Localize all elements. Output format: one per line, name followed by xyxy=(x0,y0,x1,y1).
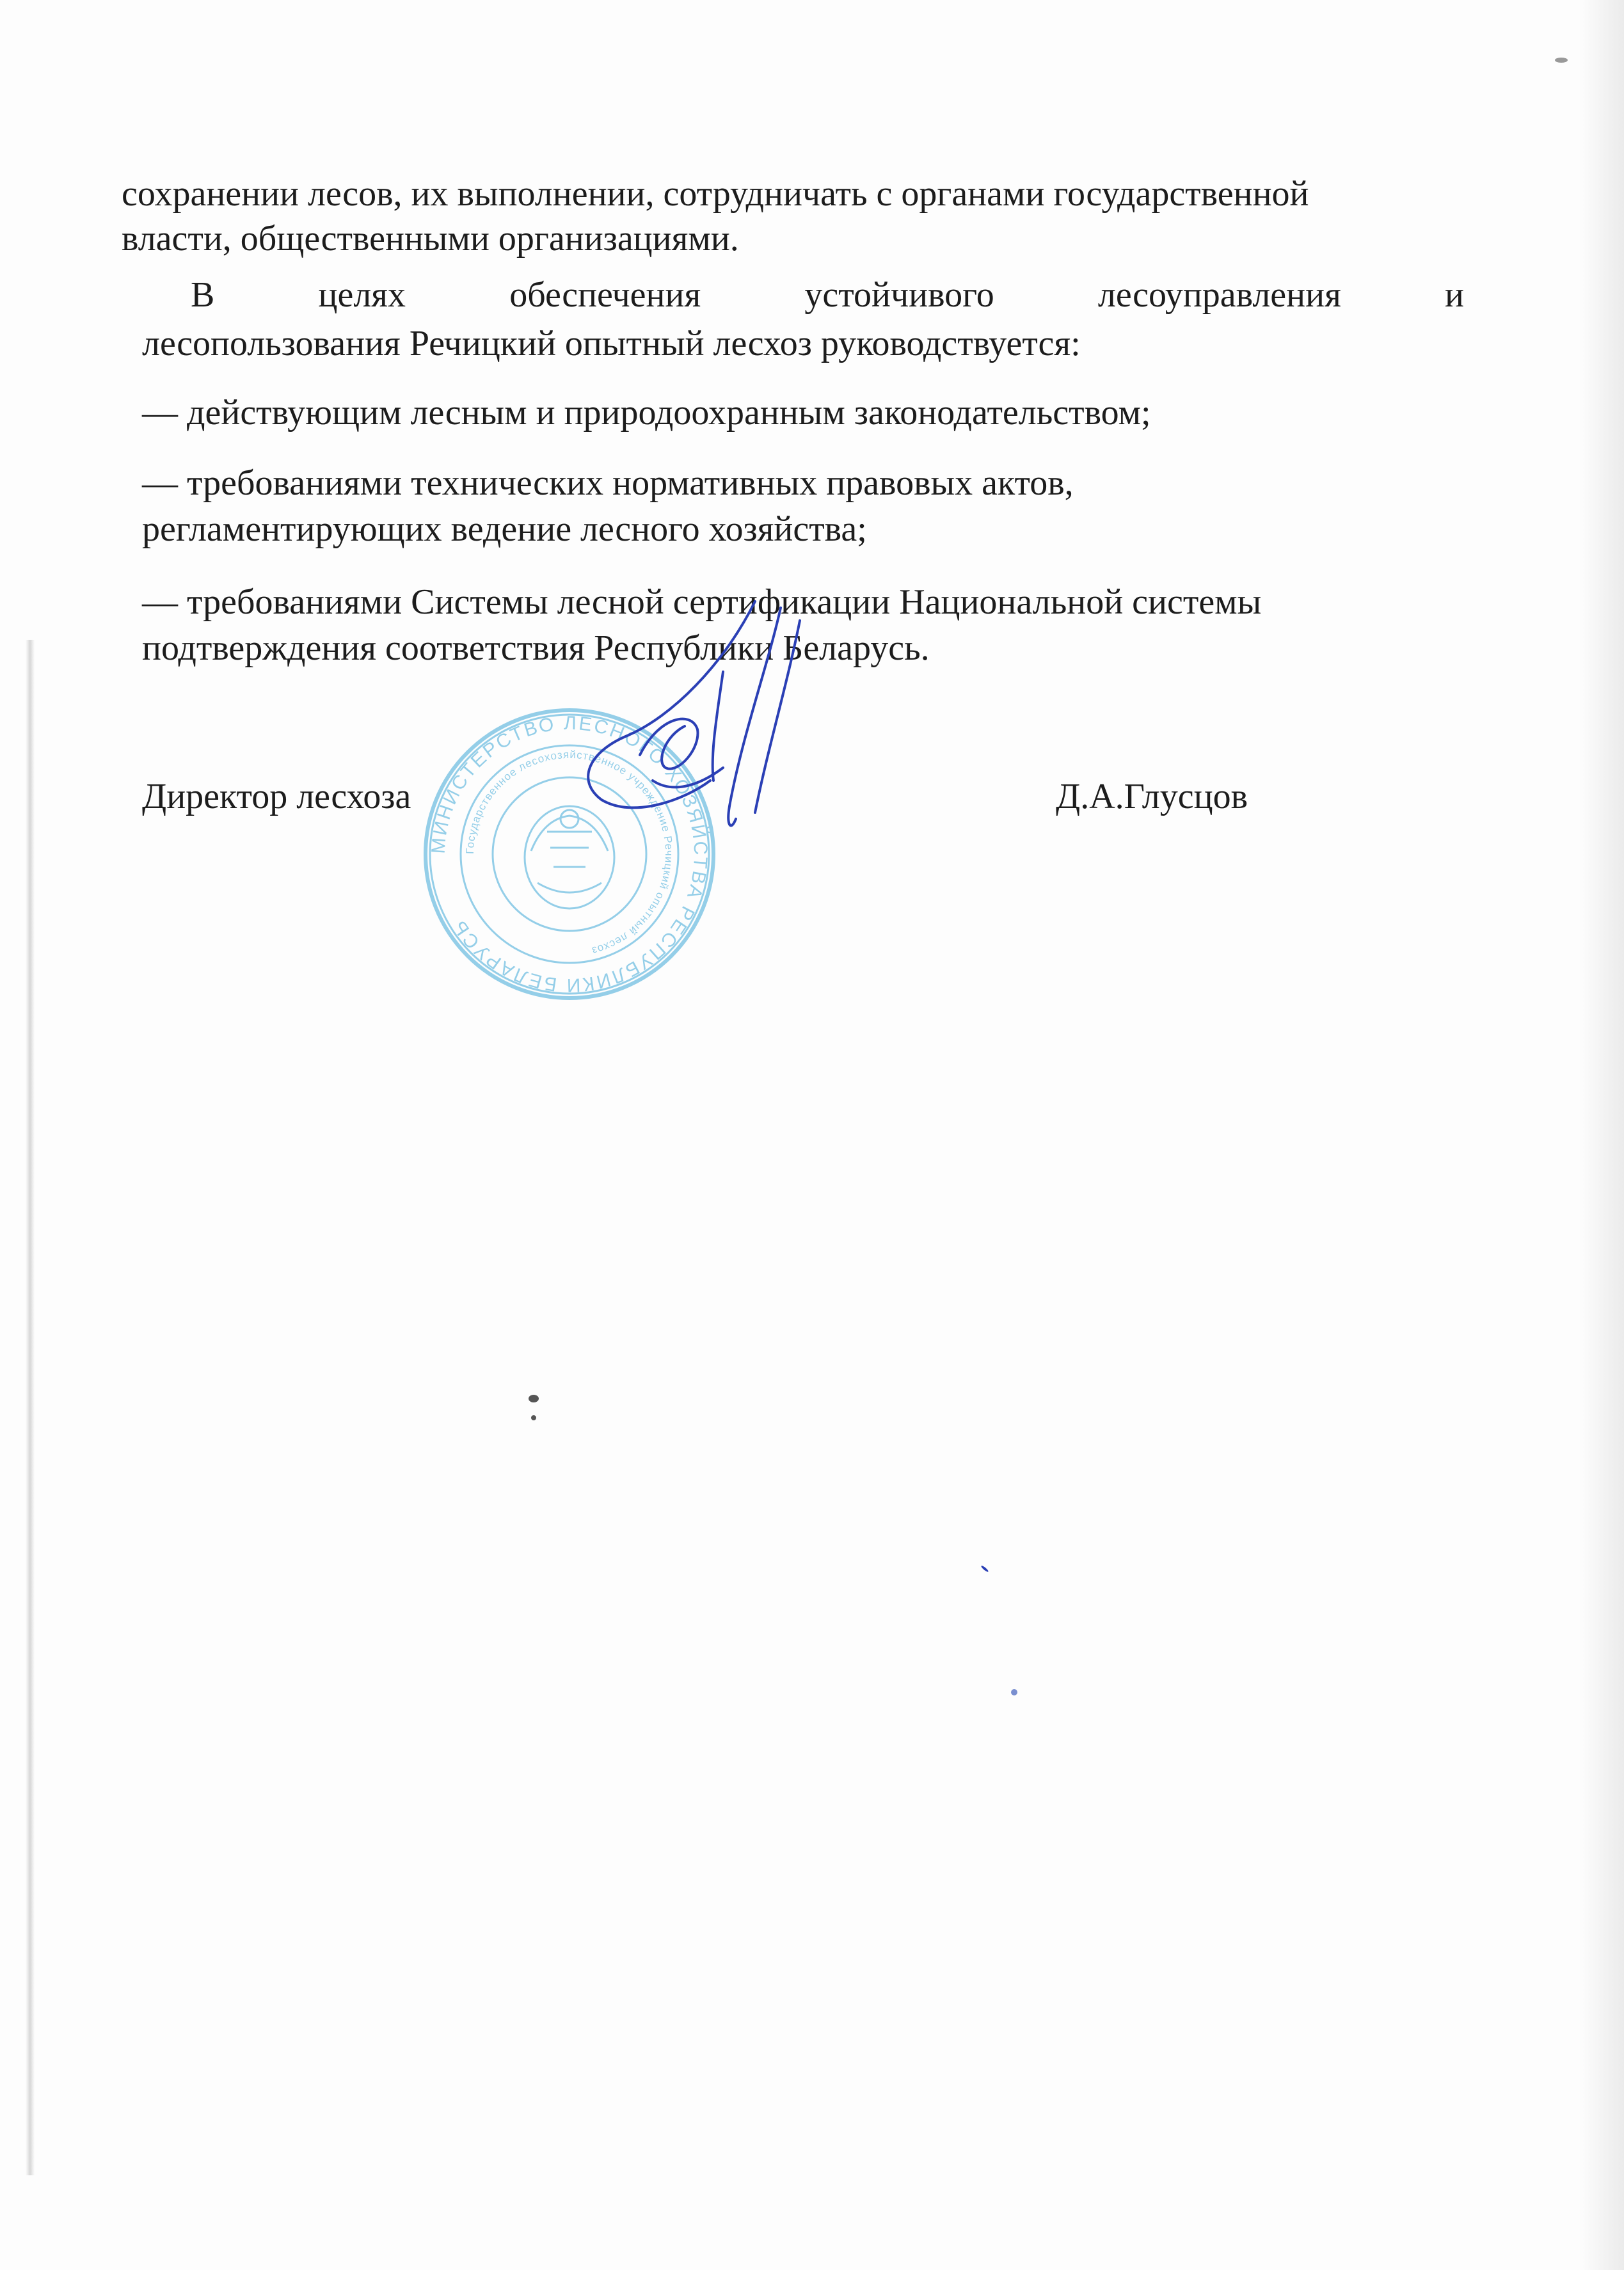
scan-speck xyxy=(980,1565,989,1573)
list-item: подтверждения соответствия Республики Беларусь. xyxy=(142,628,930,668)
body-text-line: сохранении лесов, их выполнении, сотрудничать с органами государственной xyxy=(122,174,1309,214)
body-text-line: лесопользования Речицкий опытный лесхоз руководствуется: xyxy=(142,324,1081,363)
signatory-name: Д.А.Глусцов xyxy=(1056,777,1248,816)
list-item: — требованиями Системы лесной сертификации Национальной системы xyxy=(142,582,1262,622)
signatory-position: Директор лесхоза xyxy=(142,777,411,816)
scan-shadow xyxy=(26,640,35,2175)
list-item: регламентирующих ведение лесного хозяйства; xyxy=(142,509,867,549)
scan-speck xyxy=(1555,58,1568,63)
list-item: — требованиями технических нормативных правовых актов, xyxy=(142,463,1074,503)
stamp-inner-text: Государственное лесохозяйственное учреждение Речицкий опытный лесхоз xyxy=(463,748,676,957)
handwritten-signature xyxy=(563,589,845,883)
scan-speck xyxy=(531,1415,536,1420)
scan-shadow xyxy=(1579,0,1624,2270)
scan-speck xyxy=(529,1395,539,1402)
body-text-line: власти, общественными организациями. xyxy=(122,219,739,258)
body-text-line: В целях обеспечения устойчивого лесоуправления и xyxy=(191,275,1464,315)
scan-speck xyxy=(1011,1689,1017,1695)
list-item: — действующим лесным и природоохранным законодательством; xyxy=(142,393,1151,433)
stamp-outer-text: МИНИСТЕРСТВО ЛЕСНОГО ХОЗЯЙСТВА РЕСПУБЛИКИ БЕЛАРУСЬ xyxy=(427,712,712,996)
